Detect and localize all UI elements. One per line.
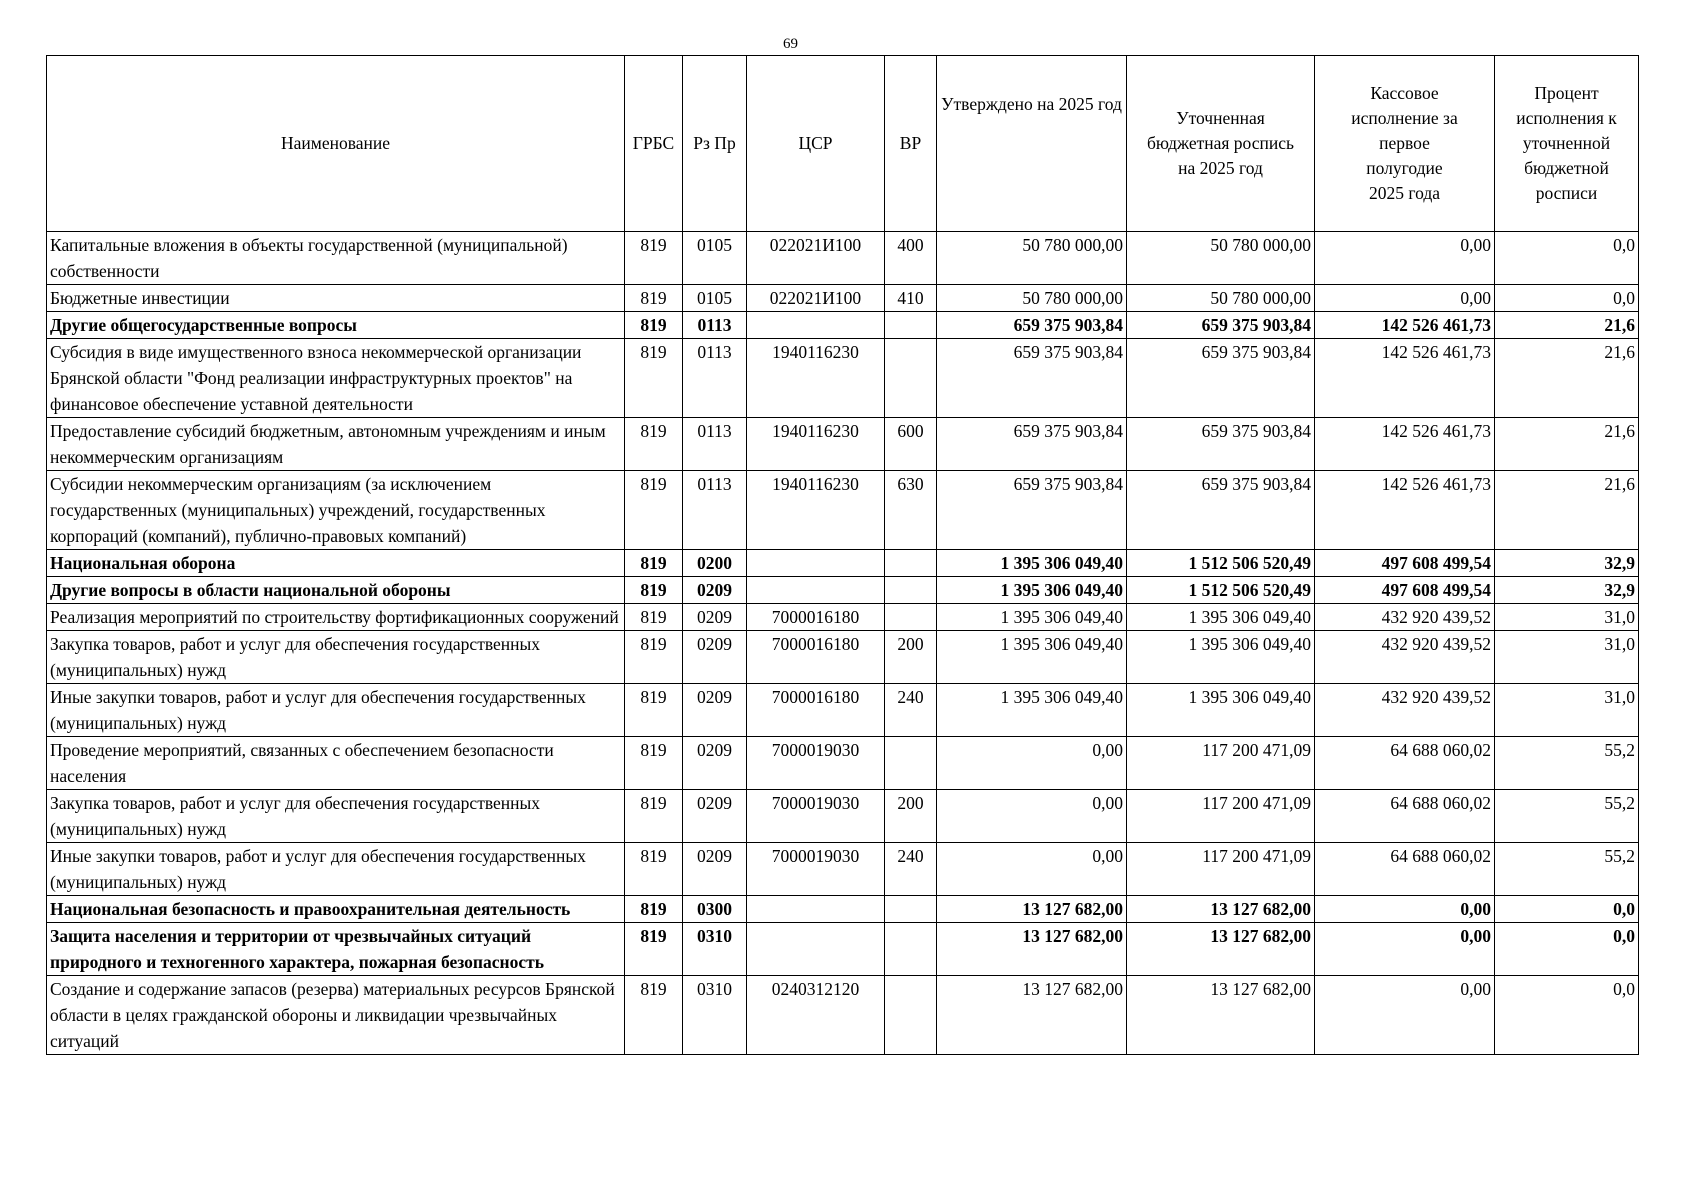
cell-csr: 022021И100 bbox=[747, 232, 885, 285]
cell-approved: 1 395 306 049,40 bbox=[937, 631, 1127, 684]
cell-csr bbox=[747, 550, 885, 577]
cell-approved: 50 780 000,00 bbox=[937, 232, 1127, 285]
cell-csr bbox=[747, 923, 885, 976]
cell-refined: 1 395 306 049,40 bbox=[1127, 604, 1315, 631]
cell-approved: 0,00 bbox=[937, 737, 1127, 790]
cell-rzpr: 0113 bbox=[683, 418, 747, 471]
cell-name: Иные закупки товаров, работ и услуг для обеспечения государственных (муниципальных) нужд bbox=[47, 843, 625, 896]
cell-rzpr: 0209 bbox=[683, 577, 747, 604]
cell-name: Закупка товаров, работ и услуг для обеспечения государственных (муниципальных) нужд bbox=[47, 790, 625, 843]
cell-approved: 659 375 903,84 bbox=[937, 471, 1127, 550]
table-row bbox=[47, 604, 1639, 631]
cell-grbs: 819 bbox=[625, 604, 683, 631]
header-name: Наименование bbox=[47, 56, 625, 232]
cell-rzpr: 0200 bbox=[683, 550, 747, 577]
cell-percent: 55,2 bbox=[1495, 737, 1639, 790]
cell-grbs: 819 bbox=[625, 285, 683, 312]
cell-name: Национальная безопасность и правоохранительная деятельность bbox=[47, 896, 625, 923]
cell-grbs: 819 bbox=[625, 418, 683, 471]
budget-table bbox=[46, 55, 1639, 1055]
cell-vr: 240 bbox=[885, 684, 937, 737]
cell-grbs: 819 bbox=[625, 896, 683, 923]
cell-percent: 55,2 bbox=[1495, 790, 1639, 843]
cell-percent: 0,0 bbox=[1495, 923, 1639, 976]
cell-rzpr: 0105 bbox=[683, 232, 747, 285]
cell-name: Капитальные вложения в объекты государственной (муниципальной) собственности bbox=[47, 232, 625, 285]
cell-approved: 1 395 306 049,40 bbox=[937, 604, 1127, 631]
cell-vr bbox=[885, 312, 937, 339]
header-executed: Кассовое исполнение за первое полугодие 2025 года bbox=[1315, 56, 1495, 232]
cell-name: Создание и содержание запасов (резерва) материальных ресурсов Брянской области в целях гражданской обороны и ликвидации чрезвычайных ситуаций bbox=[47, 976, 625, 1055]
cell-percent: 31,0 bbox=[1495, 684, 1639, 737]
cell-csr: 1940116230 bbox=[747, 471, 885, 550]
cell-vr: 400 bbox=[885, 232, 937, 285]
cell-csr: 7000019030 bbox=[747, 790, 885, 843]
cell-grbs: 819 bbox=[625, 577, 683, 604]
cell-approved: 13 127 682,00 bbox=[937, 923, 1127, 976]
table-row bbox=[47, 550, 1639, 577]
cell-executed: 432 920 439,52 bbox=[1315, 604, 1495, 631]
table-row bbox=[47, 790, 1639, 843]
cell-rzpr: 0209 bbox=[683, 843, 747, 896]
cell-vr: 600 bbox=[885, 418, 937, 471]
cell-percent: 0,0 bbox=[1495, 285, 1639, 312]
header-rzpr: Рз Пр bbox=[683, 56, 747, 232]
cell-executed: 432 920 439,52 bbox=[1315, 684, 1495, 737]
cell-rzpr: 0300 bbox=[683, 896, 747, 923]
cell-vr: 200 bbox=[885, 631, 937, 684]
cell-approved: 659 375 903,84 bbox=[937, 312, 1127, 339]
cell-name: Другие общегосударственные вопросы bbox=[47, 312, 625, 339]
table-row bbox=[47, 923, 1639, 976]
cell-vr bbox=[885, 896, 937, 923]
cell-vr: 630 bbox=[885, 471, 937, 550]
cell-approved: 13 127 682,00 bbox=[937, 896, 1127, 923]
page-number: 69 bbox=[783, 36, 798, 52]
cell-rzpr: 0209 bbox=[683, 684, 747, 737]
table-header bbox=[47, 56, 1639, 232]
cell-grbs: 819 bbox=[625, 843, 683, 896]
table-row bbox=[47, 285, 1639, 312]
cell-executed: 0,00 bbox=[1315, 896, 1495, 923]
cell-approved: 13 127 682,00 bbox=[937, 976, 1127, 1055]
cell-percent: 21,6 bbox=[1495, 339, 1639, 418]
cell-csr: 7000019030 bbox=[747, 737, 885, 790]
cell-grbs: 819 bbox=[625, 471, 683, 550]
table-row bbox=[47, 312, 1639, 339]
cell-grbs: 819 bbox=[625, 631, 683, 684]
header-csr: ЦСР bbox=[747, 56, 885, 232]
cell-refined: 13 127 682,00 bbox=[1127, 896, 1315, 923]
cell-csr: 7000016180 bbox=[747, 631, 885, 684]
cell-executed: 0,00 bbox=[1315, 232, 1495, 285]
cell-rzpr: 0113 bbox=[683, 312, 747, 339]
cell-vr: 200 bbox=[885, 790, 937, 843]
cell-refined: 659 375 903,84 bbox=[1127, 418, 1315, 471]
cell-refined: 13 127 682,00 bbox=[1127, 923, 1315, 976]
cell-name: Национальная оборона bbox=[47, 550, 625, 577]
cell-vr bbox=[885, 604, 937, 631]
cell-percent: 21,6 bbox=[1495, 312, 1639, 339]
cell-rzpr: 0209 bbox=[683, 604, 747, 631]
cell-approved: 0,00 bbox=[937, 790, 1127, 843]
table-row bbox=[47, 232, 1639, 285]
table-body bbox=[47, 232, 1639, 1055]
cell-grbs: 819 bbox=[625, 737, 683, 790]
table-row bbox=[47, 471, 1639, 550]
cell-csr: 7000016180 bbox=[747, 684, 885, 737]
table-row bbox=[47, 418, 1639, 471]
cell-csr: 1940116230 bbox=[747, 339, 885, 418]
header-approved: Утверждено на 2025 год bbox=[937, 56, 1127, 232]
cell-name: Бюджетные инвестиции bbox=[47, 285, 625, 312]
cell-executed: 0,00 bbox=[1315, 285, 1495, 312]
cell-grbs: 819 bbox=[625, 312, 683, 339]
cell-approved: 0,00 bbox=[937, 843, 1127, 896]
cell-executed: 497 608 499,54 bbox=[1315, 577, 1495, 604]
cell-name: Закупка товаров, работ и услуг для обеспечения государственных (муниципальных) нужд bbox=[47, 631, 625, 684]
cell-name: Другие вопросы в области национальной обороны bbox=[47, 577, 625, 604]
cell-rzpr: 0113 bbox=[683, 339, 747, 418]
cell-vr bbox=[885, 339, 937, 418]
cell-refined: 117 200 471,09 bbox=[1127, 843, 1315, 896]
table-row bbox=[47, 577, 1639, 604]
table-row bbox=[47, 737, 1639, 790]
cell-csr bbox=[747, 312, 885, 339]
table-row bbox=[47, 843, 1639, 896]
cell-executed: 142 526 461,73 bbox=[1315, 471, 1495, 550]
cell-percent: 32,9 bbox=[1495, 550, 1639, 577]
header-grbs: ГРБС bbox=[625, 56, 683, 232]
table-row bbox=[47, 631, 1639, 684]
table-row bbox=[47, 896, 1639, 923]
cell-executed: 64 688 060,02 bbox=[1315, 737, 1495, 790]
cell-csr: 0240312120 bbox=[747, 976, 885, 1055]
cell-refined: 1 512 506 520,49 bbox=[1127, 550, 1315, 577]
cell-percent: 55,2 bbox=[1495, 843, 1639, 896]
cell-name: Субсидии некоммерческим организациям (за исключением государственных (муниципальных) учреждений, государственных корпораций (компаний), публично-правовых компаний) bbox=[47, 471, 625, 550]
cell-percent: 0,0 bbox=[1495, 976, 1639, 1055]
cell-csr bbox=[747, 577, 885, 604]
cell-csr: 1940116230 bbox=[747, 418, 885, 471]
cell-name: Защита населения и территории от чрезвычайных ситуаций природного и техногенного характера, пожарная безопасность bbox=[47, 923, 625, 976]
cell-executed: 64 688 060,02 bbox=[1315, 790, 1495, 843]
cell-refined: 50 780 000,00 bbox=[1127, 285, 1315, 312]
cell-rzpr: 0113 bbox=[683, 471, 747, 550]
cell-percent: 0,0 bbox=[1495, 232, 1639, 285]
cell-grbs: 819 bbox=[625, 976, 683, 1055]
cell-percent: 31,0 bbox=[1495, 604, 1639, 631]
header-vr: ВР bbox=[885, 56, 937, 232]
cell-approved: 1 395 306 049,40 bbox=[937, 550, 1127, 577]
cell-percent: 21,6 bbox=[1495, 418, 1639, 471]
cell-rzpr: 0209 bbox=[683, 790, 747, 843]
cell-refined: 1 395 306 049,40 bbox=[1127, 631, 1315, 684]
cell-vr bbox=[885, 923, 937, 976]
cell-grbs: 819 bbox=[625, 339, 683, 418]
cell-csr: 022021И100 bbox=[747, 285, 885, 312]
cell-grbs: 819 bbox=[625, 232, 683, 285]
table-row bbox=[47, 976, 1639, 1055]
cell-refined: 659 375 903,84 bbox=[1127, 471, 1315, 550]
cell-csr: 7000016180 bbox=[747, 604, 885, 631]
cell-executed: 0,00 bbox=[1315, 976, 1495, 1055]
cell-name: Иные закупки товаров, работ и услуг для обеспечения государственных (муниципальных) нужд bbox=[47, 684, 625, 737]
cell-percent: 0,0 bbox=[1495, 896, 1639, 923]
cell-refined: 1 395 306 049,40 bbox=[1127, 684, 1315, 737]
cell-name: Проведение мероприятий, связанных с обеспечением безопасности населения bbox=[47, 737, 625, 790]
cell-executed: 142 526 461,73 bbox=[1315, 339, 1495, 418]
cell-name: Предоставление субсидий бюджетным, автономным учреждениям и иным некоммерческим организациям bbox=[47, 418, 625, 471]
header-refined: Уточненная бюджетная роспись на 2025 год bbox=[1127, 56, 1315, 232]
cell-executed: 64 688 060,02 bbox=[1315, 843, 1495, 896]
cell-refined: 1 512 506 520,49 bbox=[1127, 577, 1315, 604]
cell-rzpr: 0209 bbox=[683, 737, 747, 790]
cell-vr bbox=[885, 737, 937, 790]
cell-name: Субсидия в виде имущественного взноса некоммерческой организации Брянской области "Фонд реализации инфраструктурных проектов" на финансовое обеспечение уставной деятельности bbox=[47, 339, 625, 418]
header-percent: Процент исполнения к уточненной бюджетной росписи bbox=[1495, 56, 1639, 232]
cell-refined: 117 200 471,09 bbox=[1127, 790, 1315, 843]
cell-csr bbox=[747, 896, 885, 923]
cell-refined: 659 375 903,84 bbox=[1127, 339, 1315, 418]
cell-vr bbox=[885, 976, 937, 1055]
cell-percent: 31,0 bbox=[1495, 631, 1639, 684]
cell-executed: 432 920 439,52 bbox=[1315, 631, 1495, 684]
cell-vr: 410 bbox=[885, 285, 937, 312]
cell-grbs: 819 bbox=[625, 790, 683, 843]
cell-executed: 497 608 499,54 bbox=[1315, 550, 1495, 577]
cell-executed: 142 526 461,73 bbox=[1315, 418, 1495, 471]
cell-csr: 7000019030 bbox=[747, 843, 885, 896]
cell-rzpr: 0209 bbox=[683, 631, 747, 684]
table-row bbox=[47, 684, 1639, 737]
cell-grbs: 819 bbox=[625, 550, 683, 577]
cell-approved: 1 395 306 049,40 bbox=[937, 577, 1127, 604]
cell-percent: 32,9 bbox=[1495, 577, 1639, 604]
cell-grbs: 819 bbox=[625, 684, 683, 737]
cell-executed: 142 526 461,73 bbox=[1315, 312, 1495, 339]
cell-approved: 659 375 903,84 bbox=[937, 339, 1127, 418]
cell-rzpr: 0310 bbox=[683, 923, 747, 976]
cell-executed: 0,00 bbox=[1315, 923, 1495, 976]
cell-approved: 659 375 903,84 bbox=[937, 418, 1127, 471]
cell-rzpr: 0310 bbox=[683, 976, 747, 1055]
cell-rzpr: 0105 bbox=[683, 285, 747, 312]
cell-vr bbox=[885, 550, 937, 577]
cell-approved: 1 395 306 049,40 bbox=[937, 684, 1127, 737]
cell-percent: 21,6 bbox=[1495, 471, 1639, 550]
cell-vr: 240 bbox=[885, 843, 937, 896]
cell-refined: 659 375 903,84 bbox=[1127, 312, 1315, 339]
table-row bbox=[47, 339, 1639, 418]
cell-name: Реализация мероприятий по строительству фортификационных сооружений bbox=[47, 604, 625, 631]
cell-refined: 117 200 471,09 bbox=[1127, 737, 1315, 790]
cell-vr bbox=[885, 577, 937, 604]
cell-refined: 50 780 000,00 bbox=[1127, 232, 1315, 285]
cell-grbs: 819 bbox=[625, 923, 683, 976]
cell-approved: 50 780 000,00 bbox=[937, 285, 1127, 312]
cell-refined: 13 127 682,00 bbox=[1127, 976, 1315, 1055]
